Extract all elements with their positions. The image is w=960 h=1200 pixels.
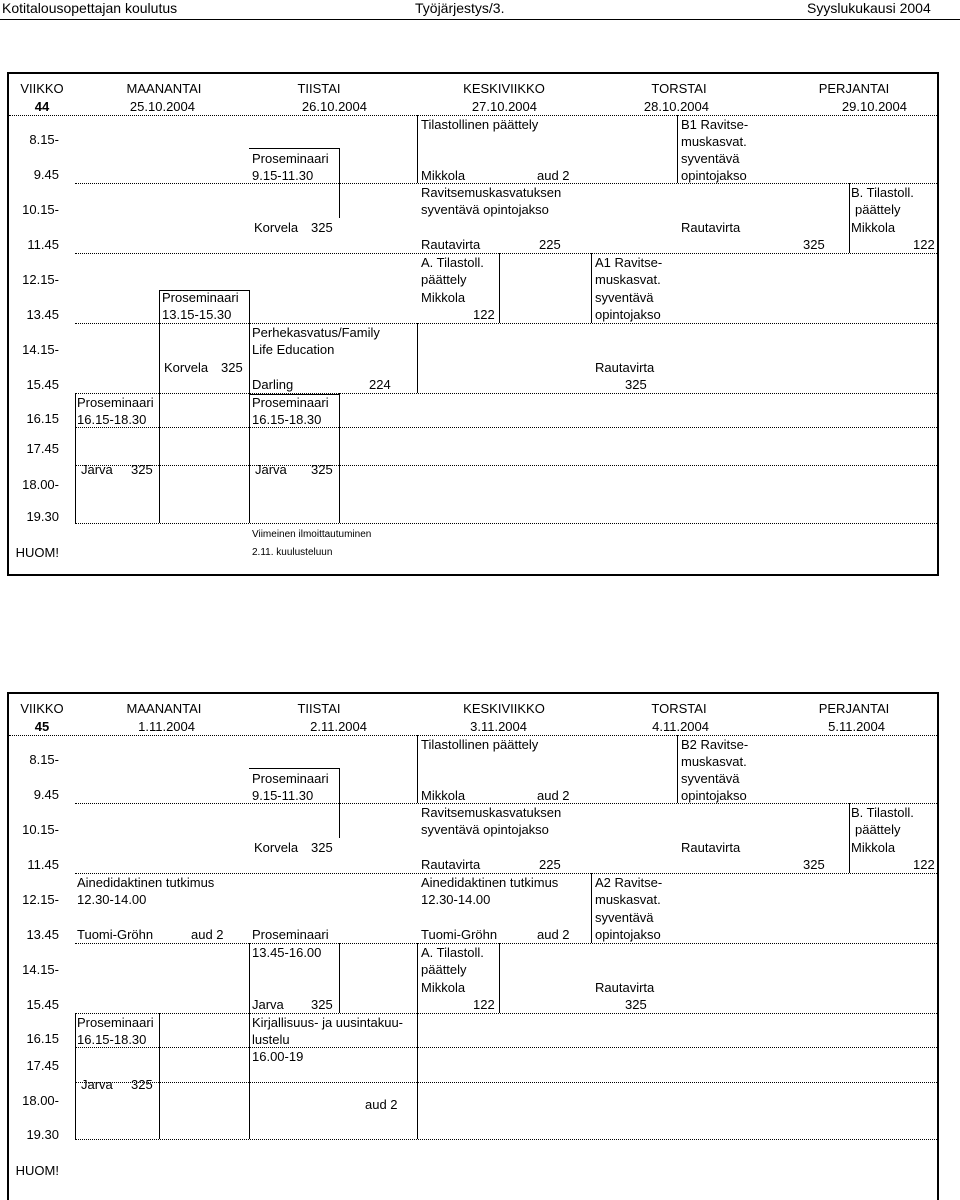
col-mon: MAANANTAI — [126, 81, 202, 96]
col-tue: TIISTAI — [297, 701, 341, 716]
time-label: 10.15- — [22, 202, 59, 217]
time-label: 18.00- — [22, 1093, 59, 1108]
block-border — [249, 148, 339, 149]
course-text: Proseminaari — [252, 151, 329, 166]
course-text: Rautavirta — [681, 840, 741, 855]
course-text: 12.30-14.00 — [77, 892, 147, 907]
course-text: lustelu — [252, 1032, 290, 1047]
row-separator — [75, 323, 937, 324]
block-border — [417, 115, 418, 183]
date-mon: 25.10.2004 — [129, 99, 195, 114]
col-wed: KESKIVIIKKO — [463, 81, 545, 96]
date-thu: 4.11.2004 — [652, 719, 709, 734]
course-text: Rautavirta — [421, 237, 481, 252]
course-text: B. Tilastoll. — [851, 185, 914, 200]
course-text: Ainedidaktinen tutkimus — [421, 875, 559, 890]
course-text: syventävä — [595, 290, 654, 305]
col-mon: MAANANTAI — [126, 701, 202, 716]
course-text: 224 — [369, 377, 391, 392]
course-text: 325 — [311, 220, 333, 235]
course-text: Life Education — [252, 342, 335, 357]
block-border — [159, 1013, 160, 1139]
col-thu: TORSTAI — [651, 701, 707, 716]
row-separator — [75, 943, 937, 944]
time-label: 14.15- — [22, 342, 59, 357]
course-text: Rautavirta — [595, 980, 655, 995]
time-label: 14.15- — [22, 962, 59, 977]
block-border — [249, 290, 250, 323]
time-label: 9.45 — [33, 167, 59, 182]
time-label: 18.00- — [22, 477, 59, 492]
course-text: 225 — [539, 237, 561, 252]
course-text: Proseminaari — [252, 927, 329, 942]
row-separator — [75, 1082, 937, 1083]
course-text: syventävä — [595, 910, 654, 925]
week-number: 45 — [34, 719, 50, 734]
time-label: 15.45 — [26, 377, 59, 392]
row-separator — [75, 393, 937, 394]
time-label: 17.45 — [26, 1058, 59, 1073]
col-tue: TIISTAI — [297, 81, 341, 96]
course-text: B. Tilastoll. — [851, 805, 914, 820]
header-rule — [0, 19, 960, 20]
course-text: Jarva — [252, 997, 284, 1012]
course-text: A. Tilastoll. — [421, 255, 484, 270]
course-text: Tuomi-Gröhn — [77, 927, 154, 942]
course-text: Proseminaari — [162, 290, 239, 305]
week-44-schedule — [7, 72, 939, 576]
course-text: Mikkola — [421, 168, 466, 183]
course-text: opintojakso — [681, 168, 747, 183]
course-text: Proseminaari — [252, 395, 329, 410]
course-text: B1 Ravitse- — [681, 117, 749, 132]
course-text: 16.15-18.30 — [77, 1032, 147, 1047]
week-45-schedule — [7, 692, 939, 1200]
course-text: Proseminaari — [252, 771, 329, 786]
time-label: 11.45 — [27, 237, 59, 252]
course-text: päättely — [855, 202, 901, 217]
course-text: aud 2 — [537, 927, 570, 942]
course-text: syventävä — [681, 151, 740, 166]
course-text: 325 — [625, 997, 647, 1012]
course-text: 225 — [539, 857, 561, 872]
course-text: Rautavirta — [681, 220, 741, 235]
block-border — [339, 183, 340, 218]
course-text: 9.15-11.30 — [252, 788, 314, 803]
block-border — [249, 943, 250, 1013]
course-text: 16.15-18.30 — [77, 412, 147, 427]
date-wed: 3.11.2004 — [470, 719, 527, 734]
course-text: 325 — [311, 997, 333, 1012]
date-fri: 5.11.2004 — [828, 719, 885, 734]
block-border — [159, 290, 160, 393]
header-right: Syyslukukausi 2004 — [807, 0, 931, 16]
course-text: 325 — [221, 360, 243, 375]
course-text: syventävä — [681, 771, 740, 786]
row-separator — [75, 465, 937, 466]
course-text: Mikkola — [421, 290, 466, 305]
time-label: 13.45 — [26, 307, 59, 322]
course-text: Rautavirta — [595, 360, 655, 375]
col-fri: PERJANTAI — [818, 701, 890, 716]
block-border — [75, 393, 76, 523]
course-text: 16.00-19 — [252, 1049, 304, 1064]
course-text: aud 2 — [537, 788, 570, 803]
header-left: Kotitalousopettajan koulutus — [2, 0, 178, 16]
course-text: muskasvat. — [595, 272, 661, 287]
block-border — [75, 1013, 76, 1139]
course-text: opintojakso — [681, 788, 747, 803]
block-border — [499, 943, 500, 1013]
block-border — [339, 803, 340, 838]
course-text: 16.15-18.30 — [252, 412, 322, 427]
block-border — [249, 393, 250, 523]
time-label: 19.30 — [26, 1127, 59, 1142]
course-text: Mikkola — [851, 840, 896, 855]
page-header — [0, 0, 960, 16]
course-text: 325 — [311, 840, 333, 855]
note-text: Viimeinen ilmoittautuminen — [252, 529, 372, 540]
course-text: Mikkola — [421, 980, 466, 995]
time-label: 12.15- — [22, 272, 59, 287]
block-border — [159, 393, 160, 523]
course-text: 13.15-15.30 — [162, 307, 232, 322]
course-text: 122 — [473, 307, 495, 322]
block-border — [339, 768, 340, 803]
week-number: 44 — [34, 99, 50, 114]
row-separator — [75, 1013, 937, 1014]
course-text: 325 — [131, 462, 153, 477]
block-border — [677, 115, 678, 183]
course-text: Perhekasvatus/Family — [252, 325, 380, 340]
course-text: aud 2 — [365, 1097, 398, 1112]
time-label: 8.15- — [29, 752, 59, 767]
time-label: 8.15- — [29, 132, 59, 147]
course-text: 13.45-16.00 — [252, 945, 322, 960]
course-text: Darling — [252, 377, 294, 392]
course-text: muskasvat. — [681, 754, 747, 769]
course-text: 325 — [625, 377, 647, 392]
course-text: syventävä opintojakso — [421, 822, 549, 837]
course-text: opintojakso — [595, 307, 661, 322]
course-text: Mikkola — [851, 220, 896, 235]
block-border — [499, 253, 500, 323]
block-border — [591, 253, 592, 323]
block-border — [417, 1013, 418, 1139]
course-text: 9.15-11.30 — [252, 168, 314, 183]
block-border — [249, 1013, 250, 1139]
time-label: HUOM! — [15, 545, 59, 560]
time-label: 16.15 — [26, 411, 59, 426]
course-text: Jarva — [81, 462, 113, 477]
course-text: Tilastollinen päättely — [421, 737, 539, 752]
course-text: 325 — [131, 1077, 153, 1092]
course-text: Kirjallisuus- ja uusintakuu- — [252, 1015, 404, 1030]
block-border — [339, 943, 340, 1013]
header-center: Työjärjestys/3. — [415, 0, 505, 16]
date-mon: 1.11.2004 — [138, 719, 195, 734]
time-label: 13.45 — [26, 927, 59, 942]
course-text: muskasvat. — [681, 134, 747, 149]
course-text: päättely — [421, 272, 467, 287]
course-text: 325 — [803, 857, 825, 872]
course-text: Korvela — [254, 220, 299, 235]
course-text: Tilastollinen päättely — [421, 117, 539, 132]
course-text: Ainedidaktinen tutkimus — [77, 875, 215, 890]
time-label: 9.45 — [33, 787, 59, 802]
row-separator — [75, 1047, 937, 1048]
row-separator — [75, 1139, 937, 1140]
time-label: 12.15- — [22, 892, 59, 907]
course-text: 12.30-14.00 — [421, 892, 491, 907]
course-text: Korvela — [254, 840, 299, 855]
course-text: Jarva — [255, 462, 287, 477]
course-text: Rautavirta — [421, 857, 481, 872]
date-thu: 28.10.2004 — [643, 99, 709, 114]
block-border — [339, 148, 340, 183]
col-wed: KESKIVIIKKO — [463, 701, 545, 716]
time-label: 19.30 — [26, 509, 59, 524]
block-border — [677, 735, 678, 803]
course-text: Proseminaari — [77, 1015, 154, 1030]
course-text: A1 Ravitse- — [595, 255, 663, 270]
row-separator — [75, 427, 937, 428]
course-text: Mikkola — [421, 788, 466, 803]
block-border — [417, 735, 418, 803]
block-border — [249, 323, 250, 393]
block-border — [849, 803, 850, 873]
col-week: VIIKKO — [20, 701, 64, 716]
course-text: aud 2 — [191, 927, 224, 942]
course-text: aud 2 — [537, 168, 570, 183]
block-border — [339, 393, 340, 523]
course-text: päättely — [421, 962, 467, 977]
course-text: 122 — [913, 857, 935, 872]
course-text: Jarva — [81, 1077, 113, 1092]
course-text: 122 — [913, 237, 935, 252]
date-tue: 26.10.2004 — [301, 99, 367, 114]
row-separator — [75, 253, 937, 254]
row-separator — [75, 523, 937, 524]
course-text: Ravitsemuskasvatuksen — [421, 805, 562, 820]
time-label: 10.15- — [22, 822, 59, 837]
date-tue: 2.11.2004 — [310, 719, 367, 734]
time-label: 11.45 — [27, 857, 59, 872]
course-text: muskasvat. — [595, 892, 661, 907]
col-fri: PERJANTAI — [818, 81, 890, 96]
course-text: B2 Ravitse- — [681, 737, 749, 752]
date-fri: 29.10.2004 — [841, 99, 907, 114]
block-border — [591, 873, 592, 943]
block-border — [249, 768, 339, 769]
time-label: HUOM! — [15, 1163, 59, 1178]
course-text: opintojakso — [595, 927, 661, 942]
col-week: VIIKKO — [20, 81, 64, 96]
block-border — [849, 183, 850, 253]
date-wed: 27.10.2004 — [471, 99, 537, 114]
note-text: 2.11. kuulusteluun — [252, 547, 333, 558]
time-label: 16.15 — [26, 1031, 59, 1046]
course-text: Tuomi-Gröhn — [421, 927, 498, 942]
course-text: 325 — [311, 462, 333, 477]
block-border — [417, 943, 418, 1013]
course-text: 122 — [473, 997, 495, 1012]
course-text: Proseminaari — [77, 395, 154, 410]
course-text: A2 Ravitse- — [595, 875, 663, 890]
block-border — [417, 323, 418, 393]
course-text: A. Tilastoll. — [421, 945, 484, 960]
course-text: päättely — [855, 822, 901, 837]
time-label: 17.45 — [26, 441, 59, 456]
course-text: 325 — [803, 237, 825, 252]
time-label: 15.45 — [26, 997, 59, 1012]
course-text: syventävä opintojakso — [421, 202, 549, 217]
course-text: Korvela — [164, 360, 209, 375]
col-thu: TORSTAI — [651, 81, 707, 96]
course-text: Ravitsemuskasvatuksen — [421, 185, 562, 200]
